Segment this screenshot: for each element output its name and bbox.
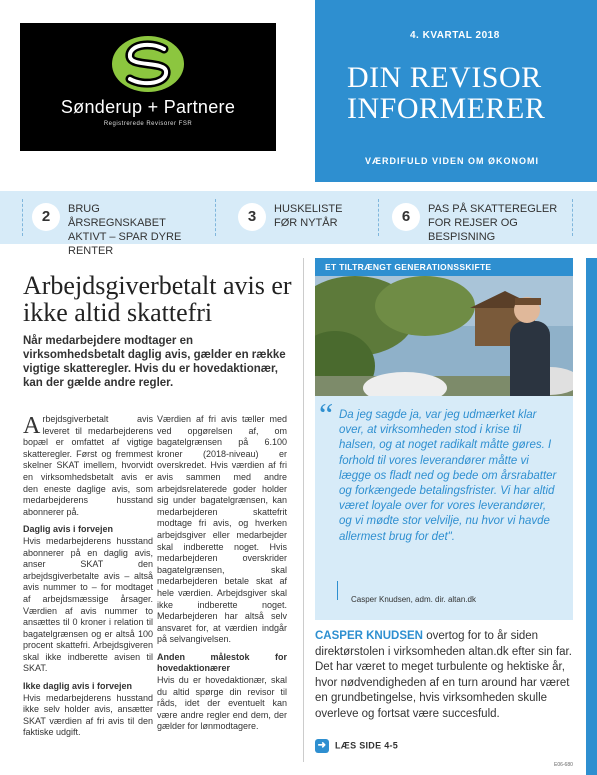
pull-quote: Da jeg sagde ja, var jeg udmærket klar over, at virksomheden stod i krise til halsen, og at noget radikalt måtte gøres. I forhold til vores leverandører måtte vi lægge os fladt ned og bede om årsrabatter og forkængede betalingsfrister. Vi har altid været loyale over for vores leverandører, og vi mødte stor velvilje, nu hvor vi havde allermest brug for det". [339,409,557,543]
drop-cap: A [23,413,41,439]
article-paragraph: Hvis medarbejderens husstand abonnerer på en daglig avis, anser SKAT den arbejdsgiverbetalte avis – altså avis nummer to – for modtaget af arbejdsmæssige årsager. Værdien af avis nummer to ansættes til 0 kroner i relation til bagatelgrænsen og er altså 100 procent skattefri. Arbejdsgiveren skal ikke indberette avisen til SKAT. [23,535,153,674]
masthead-title [347,62,545,124]
article-subheading: Anden målestok for hovedaktionærer [157,651,287,674]
page-header [0,0,597,180]
divider [572,199,573,236]
tagline: VÆRDIFULD VIDEN OM ØKONOMI [365,156,539,166]
side-stripe [586,258,597,775]
print-code: E06-680 [554,762,573,768]
teaser-item[interactable] [32,191,212,257]
article-column-2 [157,414,287,739]
sidebar-body [315,629,573,722]
teaser-page-number: 3 [238,203,266,231]
teaser-text: BRUG ÅRSREGNSKABET AKTIVT – SPAR DYRE RENTER [68,203,182,257]
masthead-line-1: DIN REVISOR [347,61,542,94]
article-paragraph: Hvis du er hovedaktionær, skal du altid spørge din revisor til råds, idet der eventuelt kan være andre regler end dem, der gælder for lønmodtagere. [157,675,287,732]
masthead-line-2: INFORMERER [347,92,546,125]
masthead-panel [315,0,597,182]
arrow-icon: ➜ [315,739,329,753]
read-more-label: LÆS SIDE 4-5 [335,740,399,751]
read-more-link[interactable] [315,739,398,755]
divider [337,581,346,600]
article-paragraph: rbejdsgiverbetalt avis leveret til medarbejderens bopæl er omfattet af vigtige skatteregler. Først og fremmest skelner SKAT imellem, hvorvidt en virksomhedsbetalt avis er den eneste daglige avis, som medarbejderens husstand abonnerer på. [23,414,153,517]
teaser-text: HUSKELISTE FØR NYTÅR [274,203,343,229]
article-column-1 [23,414,153,745]
teaser-bar [0,191,597,257]
logo-s-mark-icon [110,33,186,95]
teaser-item[interactable] [392,191,572,244]
article-headline: Arbejdsgiverbetalt avis er ikke altid skattefri [23,271,292,327]
article-paragraph: Værdien af fri avis tæller med ved opgørelsen af, om bagatelgrænsen på 6.100 kroner (2018-niveau) er overskredet. Hvis værdien af fri avis sammen med andre arbejdsrelaterede goder holder sig under bagatelgrænsen, kan medarbejderen skattefrit modtage fri avis, og hverken arbejdsgiver eller medarbejder skal indberette noget. Hvis medarbejderen overskrider bagatelgrænsen, skal medarbejderen betale skat af hele værdien. Arbejdsgiver skal ikke indberette noget. Medarbejderen har altså selv ansvaret for, at værdien indgår på selvangivelsen. [157,414,287,645]
quote-author: Casper Knudsen, adm. dir. altan.dk [351,595,476,604]
article-lead: Når medarbejdere modtager en virksomhedsbetalt daglig avis, gælder en række vigtige skatteregler. Hvis du er hovedaktionær, kan der gælde andre regler. [23,335,286,389]
logo-subtitle: Registrerede Revisorer FSR [103,121,193,127]
divider [22,199,23,236]
sidebar-heading: ET TILTRÆNGT GENERATIONSSKIFTE [315,258,573,276]
quote-mark-icon: “ [319,396,334,432]
issue-quarter: 4. KVARTAL 2018 [410,30,500,41]
logo-name: Sønderup + Partnere [60,97,236,117]
article-subheading: Daglig avis i forvejen [23,524,114,535]
divider [215,199,216,236]
column-divider [303,258,304,762]
sidebar-name: CASPER KNUDSEN [315,630,423,642]
divider [378,199,379,236]
company-logo [20,23,276,151]
sidebar-text: overtog for to år siden direktørstolen i virksomheden altan.dk efter sin far. Det har været to meget turbulente og hektiske år, hvor nødvendigheden af en turn around har været en grundbetingelse, hvis virksomheden skulle overleve og fortsat være succesfuld. [315,630,572,720]
article-subheading: Ikke daglig avis i forvejen [23,681,133,692]
quote-box [315,396,573,620]
teaser-item[interactable] [238,191,378,244]
article-paragraph: Hvis medarbejderens husstand ikke selv holder avis, ansætter SKAT værdien af fri avis til den faktiske udgift. [23,692,153,738]
teaser-page-number: 2 [32,203,60,231]
teaser-page-number: 6 [392,203,420,231]
teaser-text: PAS PÅ SKATTEREGLER FOR REJSER OG BESPISNING [428,203,558,243]
